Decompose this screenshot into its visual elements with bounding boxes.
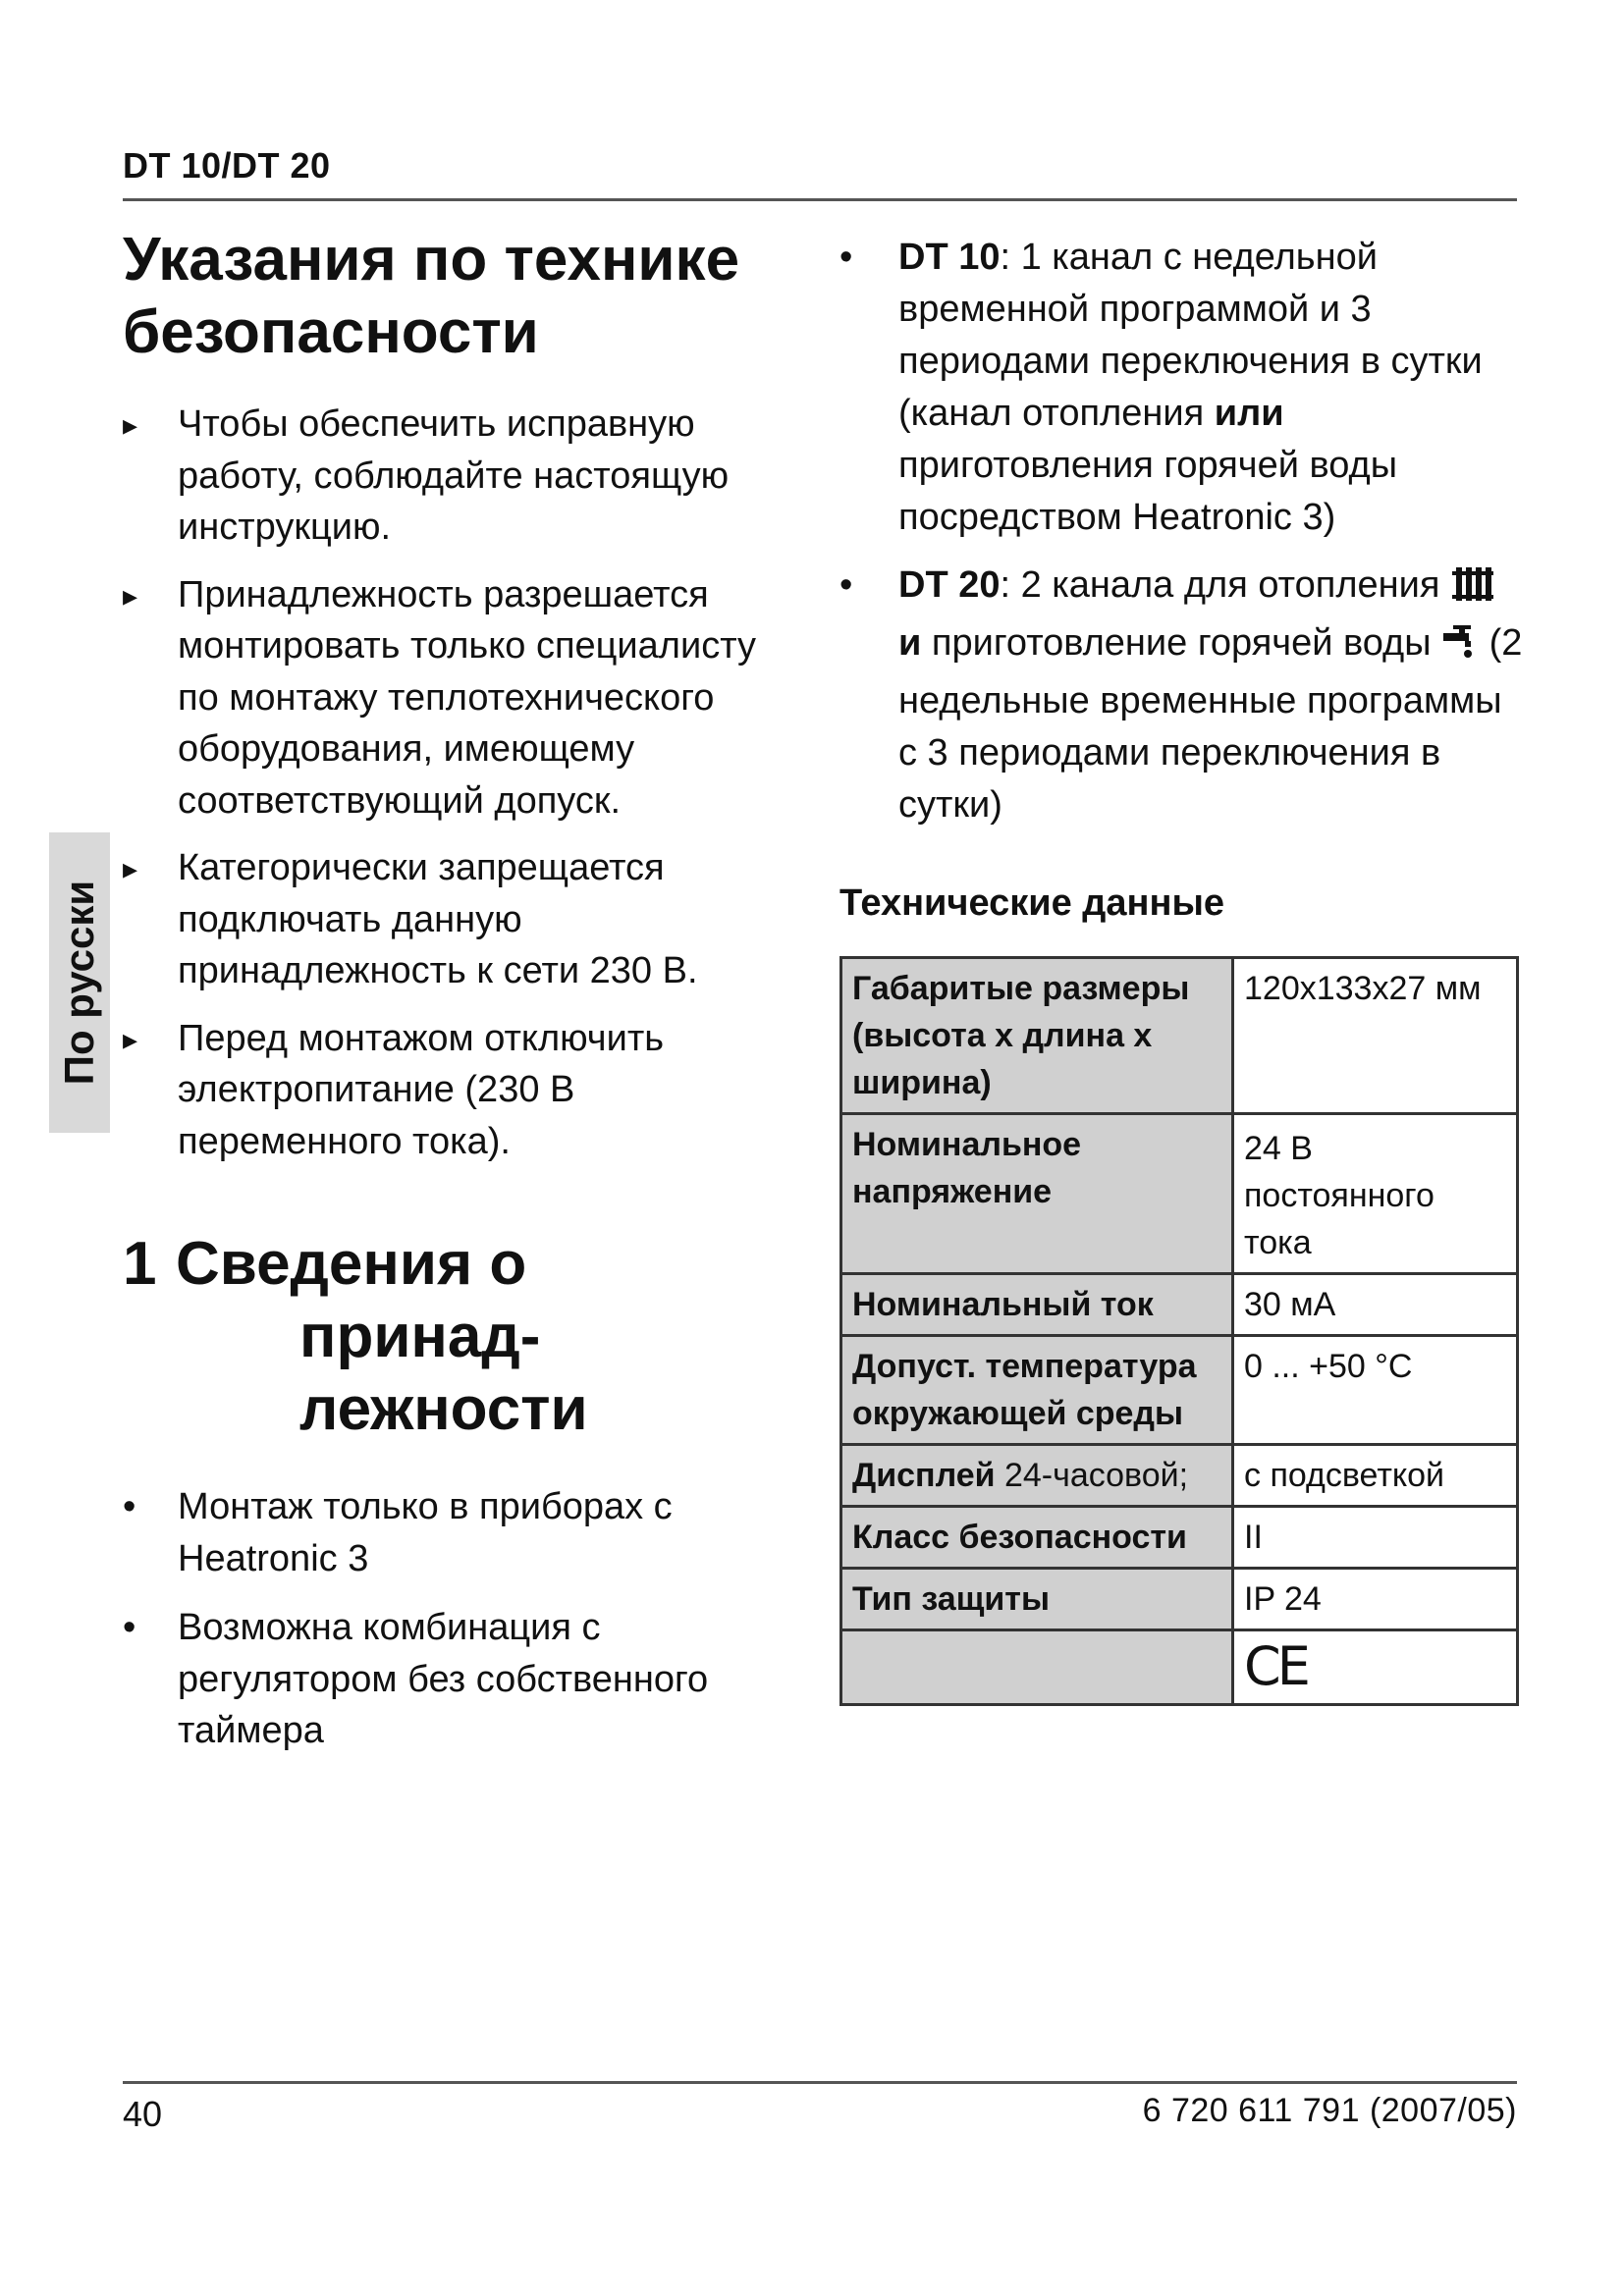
table-key <box>841 1445 1233 1507</box>
page-number: 40 <box>123 2094 163 2134</box>
table-row <box>841 1569 1518 1630</box>
table-row <box>841 1114 1518 1274</box>
table-key-text: Дисплей <box>852 1457 996 1494</box>
model-text: приготовление горячей воды <box>921 622 1442 664</box>
model-text: : 1 канал с недельной временной программой и 3 периодами переключения в сутки (канал отопления <box>898 237 1483 434</box>
document-code: 6 720 611 791 (2007/05) <box>1142 2092 1517 2129</box>
table-value: 24 В постоянного тока <box>1233 1114 1518 1274</box>
right-column <box>839 232 1527 1706</box>
table-row <box>841 1507 1518 1569</box>
accessory-info-item <box>123 1602 800 1757</box>
model-text: приготовления горячей воды посредством Heatronic 3) <box>898 445 1398 538</box>
table-key: Номинальный ток <box>841 1274 1233 1336</box>
safety-title <box>123 224 800 369</box>
tap-icon <box>1441 623 1479 675</box>
table-key: Номинальное напряжение <box>841 1114 1233 1274</box>
tech-data-heading: Технические данные <box>839 882 1225 924</box>
model-item-dt20 <box>839 560 1527 831</box>
table-row <box>841 1445 1518 1507</box>
footer-rule <box>123 2081 1517 2084</box>
safety-title-line-1: Указания по технике <box>123 226 740 294</box>
table-value <box>1233 1445 1518 1507</box>
bullet: • <box>123 1486 136 1527</box>
section-1-title-line-3: лежности <box>299 1375 588 1443</box>
table-key: Класс безопасности <box>841 1507 1233 1569</box>
table-value-part: с подсветкой <box>1244 1457 1445 1494</box>
model-emphasis: и <box>898 622 922 664</box>
accessory-info-item <box>123 1481 800 1584</box>
ce-mark-icon: CE <box>1244 1635 1307 1697</box>
table-row <box>841 1274 1518 1336</box>
table-value: 120x133x27 мм <box>1233 958 1518 1114</box>
table-row <box>841 1630 1518 1705</box>
table-row <box>841 1336 1518 1445</box>
model-list <box>839 232 1527 831</box>
language-tab <box>49 832 110 1133</box>
section-1-title <box>123 1228 800 1446</box>
table-value: IP 24 <box>1233 1569 1518 1630</box>
bullet: • <box>123 1607 136 1648</box>
safety-list <box>123 399 800 1167</box>
safety-title-line-2: безопасности <box>123 298 539 366</box>
bullet: • <box>839 564 853 606</box>
safety-item: ▸ Принадлежность разрешается монтировать только специалисту по монтажу теплотехнического оборудования, имеющему соответствующий допуск. <box>123 569 800 828</box>
table-key: Габаритые размеры (высота x длина x ширина) <box>841 958 1233 1114</box>
safety-item: ▸ Перед монтажом отключить электропитание (230 В переменного тока). <box>123 1013 800 1168</box>
document-header-title: DT 10/DT 20 <box>123 145 331 186</box>
language-tab-label: По русски <box>56 880 102 1086</box>
table-key: Тип защиты <box>841 1569 1233 1630</box>
table-row <box>841 958 1518 1114</box>
table-key <box>841 1630 1233 1705</box>
safety-item: ▸ Категорически запрещается подключать данную принадлежность к сети 230 В. <box>123 842 800 997</box>
model-name: DT 10 <box>898 237 1001 278</box>
tech-data-table <box>839 956 1519 1706</box>
radiator-icon <box>1450 565 1495 617</box>
table-value: 0 ... +50 °C <box>1233 1336 1518 1445</box>
model-text: (2 недельные временные программы с 3 периодами переключения в сутки) <box>898 622 1523 826</box>
section-number: 1 <box>123 1230 157 1298</box>
model-text: : 2 канала для отопления <box>1000 564 1450 606</box>
model-item-dt10 <box>839 232 1527 544</box>
table-value: 30 мА <box>1233 1274 1518 1336</box>
left-column <box>123 224 800 1757</box>
accessory-info-text: Монтаж только в приборах с Heatronic 3 <box>178 1486 673 1579</box>
table-value <box>1233 1630 1518 1705</box>
accessory-info-list <box>123 1481 800 1757</box>
bullet: • <box>839 237 853 278</box>
model-emphasis: или <box>1214 393 1284 434</box>
table-value: II <box>1233 1507 1518 1569</box>
table-key: Допуст. температура окружающей среды <box>841 1336 1233 1445</box>
accessory-info-text: Возможна комбинация с регулятором без собственного таймера <box>178 1607 709 1751</box>
safety-item: ▸ Чтобы обеспечить исправную работу, соблюдайте настоящую инструкцию. <box>123 399 800 554</box>
header-rule <box>123 198 1517 201</box>
section-1-title-line-1: Сведения о <box>176 1230 527 1298</box>
section-1-title-line-2: принад- <box>299 1303 541 1370</box>
table-value-part: 24-часовой; <box>1003 1457 1189 1494</box>
model-name: DT 20 <box>898 564 1001 606</box>
